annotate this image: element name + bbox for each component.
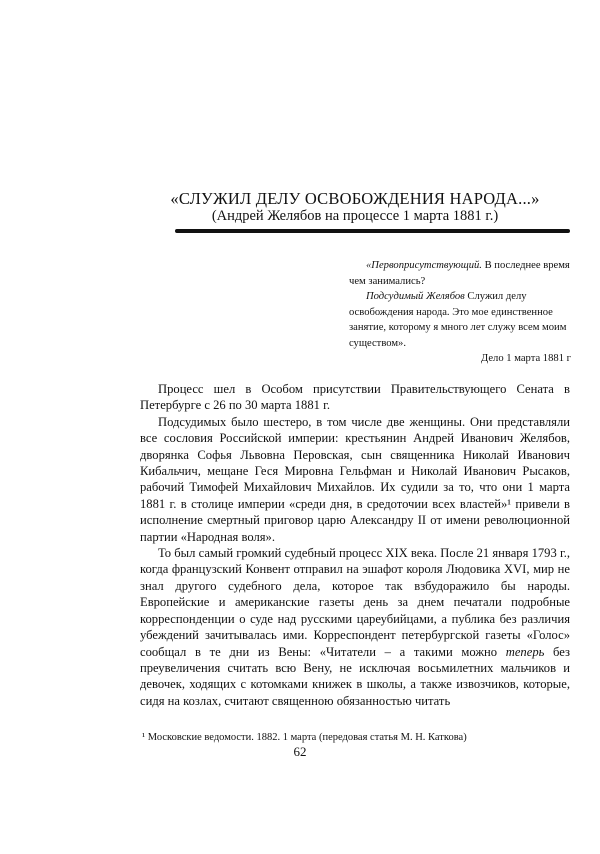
chapter-title: «СЛУЖИЛ ДЕЛУ ОСВОБОЖДЕНИЯ НАРОДА...» [170, 189, 540, 208]
body-text [140, 381, 570, 709]
title-rule [175, 229, 570, 233]
paragraph-2: Подсудимых было шестеро, в том числе две женщины. Они представляли все сословия Российской империи: крестьянин Андрей Иванович Желябов, дворянка Софья Львовна Перовская, сын священника Николай Иванович Кибальчич, мещане Геся Мировна Гельфман и Николай Иванович Рысаков, рабочий Тимофей Михайлович Михайлов. Их судили за то, что они 1 марта 1881 г. в столице империи «среди дня, в средоточии всех властей»¹ привели в исполнение смертный приговор царю Александру II от имени революционной партии «Народная воля». [140, 414, 570, 544]
epigraph-source: Дело 1 марта 1881 г [480, 353, 571, 364]
epigraph-question: «Первоприсутствующий. В последнее время чем занимались? [349, 260, 570, 287]
epigraph-answer: Подсудимый Желябов Служил делу освобождения народа. Это мое единственное занятие, которому я много лет служу всем моим существом». [349, 291, 567, 349]
paragraph-1: Процесс шел в Особом присутствии Правительствующего Сената в Петербурге с 26 по 30 марта 1881 г. [140, 382, 570, 413]
paragraph-3: То был самый громкий судебный процесс XIX века. После 21 января 1793 г., когда французский Конвент отправил на эшафот короля Людовика XVI, мир не знал другого судебного дела, которое так взбудоражило бы народы. Европейские и американские газеты день за днем печатали подробные корреспонденции о суде над русскими цареубийцами, а публика без различия убеждений зачитывалась ими. Корреспондент петербургской газеты «Голос» сообщал в те дни из Вены: «Читатели – а такими можно теперь без преувеличения считать всю Вену, не исключая восьмилетних мальчиков и девочек, ходящих с котомками книжек в школы, а также извозчиков, которые, сидя на козлах, считают священною обязанностью читать [140, 546, 571, 708]
chapter-subtitle: (Андрей Желябов на процессе 1 марта 1881 г.) [211, 208, 499, 224]
footnote: ¹ Московские ведомости. 1882. 1 марта (передовая статья М. Н. Каткова) [142, 732, 467, 743]
page-number: 62 [293, 744, 307, 759]
epigraph [349, 258, 571, 367]
